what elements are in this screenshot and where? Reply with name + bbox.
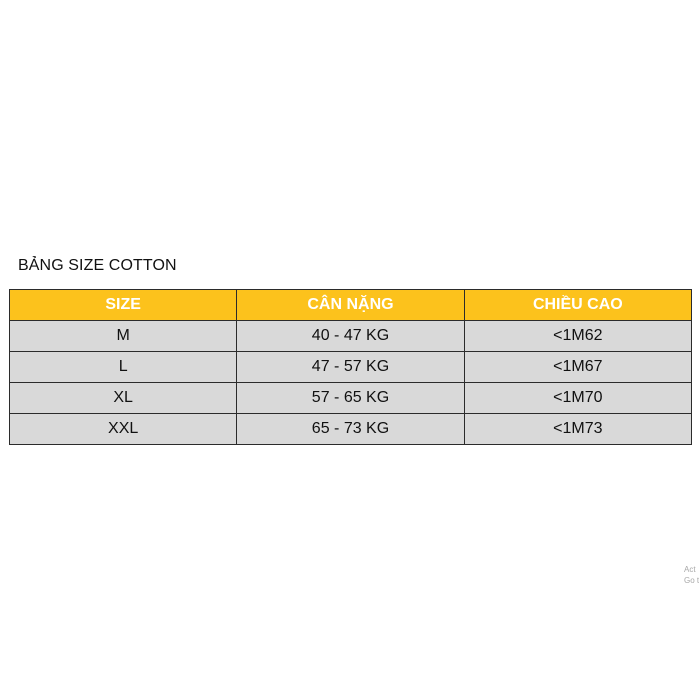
table-row — [10, 414, 692, 445]
size-cell: L — [10, 352, 237, 383]
height-cell: <1M73 — [464, 414, 691, 445]
table-row — [10, 383, 692, 414]
table-header-row — [10, 290, 692, 321]
column-header-weight: CÂN NẶNG — [237, 290, 464, 321]
size-table — [9, 289, 692, 445]
column-header-height: CHIỀU CAO — [464, 290, 691, 321]
page-title: BẢNG SIZE COTTON — [18, 257, 177, 274]
weight-cell: 57 - 65 KG — [237, 383, 464, 414]
height-cell: <1M62 — [464, 321, 691, 352]
table-row — [10, 321, 692, 352]
weight-cell: 65 - 73 KG — [237, 414, 464, 445]
height-cell: <1M70 — [464, 383, 691, 414]
height-cell: <1M67 — [464, 352, 691, 383]
size-cell: M — [10, 321, 237, 352]
activation-watermark — [684, 564, 699, 586]
size-cell: XXL — [10, 414, 237, 445]
weight-cell: 47 - 57 KG — [237, 352, 464, 383]
watermark-line-1: Act — [684, 565, 696, 574]
watermark-line-2: Go t — [684, 576, 699, 585]
table-row — [10, 352, 692, 383]
column-header-size: SIZE — [10, 290, 237, 321]
size-cell: XL — [10, 383, 237, 414]
weight-cell: 40 - 47 KG — [237, 321, 464, 352]
